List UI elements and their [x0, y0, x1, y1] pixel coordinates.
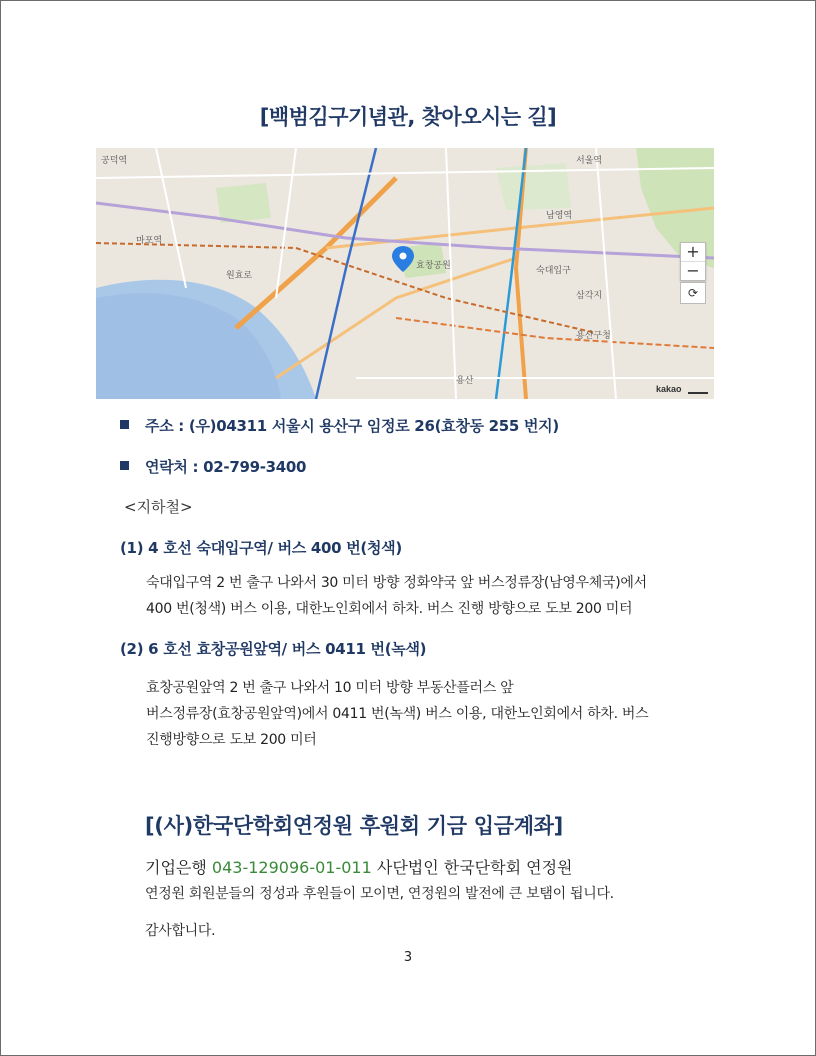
account-title: [(사)한국단학회연정원 후원회 기금 입금계좌] [145, 814, 563, 838]
route-line: 숙대입구역 2 번 출구 나와서 30 미터 방향 정화약국 앞 버스정류장(남영우체국)에서 [146, 575, 647, 591]
square-bullet-icon [120, 420, 129, 429]
contact-text: 연락처 : 02-799-3400 [145, 458, 307, 476]
route-line: 버스정류장(효창공원앞역)에서 0411 번(녹색) 버스 이용, 대한노인회에서 하차. 버스 [146, 706, 649, 722]
account-number: 043-129096-01-011 [211, 858, 372, 877]
zoom-in-button[interactable]: + [686, 242, 700, 261]
map-label: 서울역 [576, 156, 603, 166]
route-line: 400 번(청색) 버스 이용, 대한노인회에서 하차. 버스 진행 방향으로 도보 200 미터 [146, 601, 633, 617]
route-heading: (2) 6 호선 효창공원앞역/ 버스 0411 번(녹색) [120, 640, 427, 658]
map-label: 숙대입구 [536, 266, 571, 276]
bank-name: 기업은행 [145, 858, 207, 877]
map-reset-button[interactable]: ⟳ [680, 282, 706, 304]
zoom-out-button[interactable]: − [686, 261, 700, 280]
route-description [146, 570, 647, 622]
map-provider-logo: kakao [656, 384, 682, 394]
map-label: 원효로 [226, 271, 253, 281]
address-line [120, 415, 559, 436]
map-label: 효창공원 [416, 261, 451, 271]
account-info [145, 855, 573, 878]
subway-heading: <지하철> [124, 498, 193, 516]
route-line: 효창공원앞역 2 번 출구 나와서 10 미터 방향 부동산플러스 앞 [146, 680, 514, 696]
thanks-text: 감사합니다. [145, 923, 216, 939]
zoom-control [680, 242, 706, 281]
route-line: 진행방향으로 도보 200 미터 [146, 732, 317, 748]
map-canvas [96, 148, 714, 399]
contact-line [120, 456, 306, 477]
map-scale-bar [688, 392, 708, 394]
location-map[interactable] [96, 148, 714, 399]
page-title: [백범김구기념관, 찾아오시는 길] [259, 105, 557, 129]
square-bullet-icon [120, 461, 129, 470]
map-label: 삼각지 [576, 291, 603, 301]
address-text: 주소 : (우)04311 서울시 용산구 임정로 26(효창동 255 번지) [145, 417, 559, 435]
route-heading: (1) 4 호선 숙대입구역/ 버스 400 번(청색) [120, 539, 402, 557]
map-label: 용산 [456, 376, 474, 386]
map-label: 마포역 [136, 236, 163, 246]
page-number: 3 [403, 950, 413, 965]
map-label: 공덕역 [101, 156, 128, 166]
route-description [146, 675, 648, 753]
donation-note: 연정원 회원분들의 정성과 후원들이 모이면, 연정원의 발전에 큰 보탬이 됩니다. [145, 886, 614, 902]
account-holder: 사단법인 한국단학회 연정원 [376, 858, 573, 877]
map-label: 남영역 [546, 211, 573, 221]
map-label: 용산구청 [576, 331, 611, 341]
